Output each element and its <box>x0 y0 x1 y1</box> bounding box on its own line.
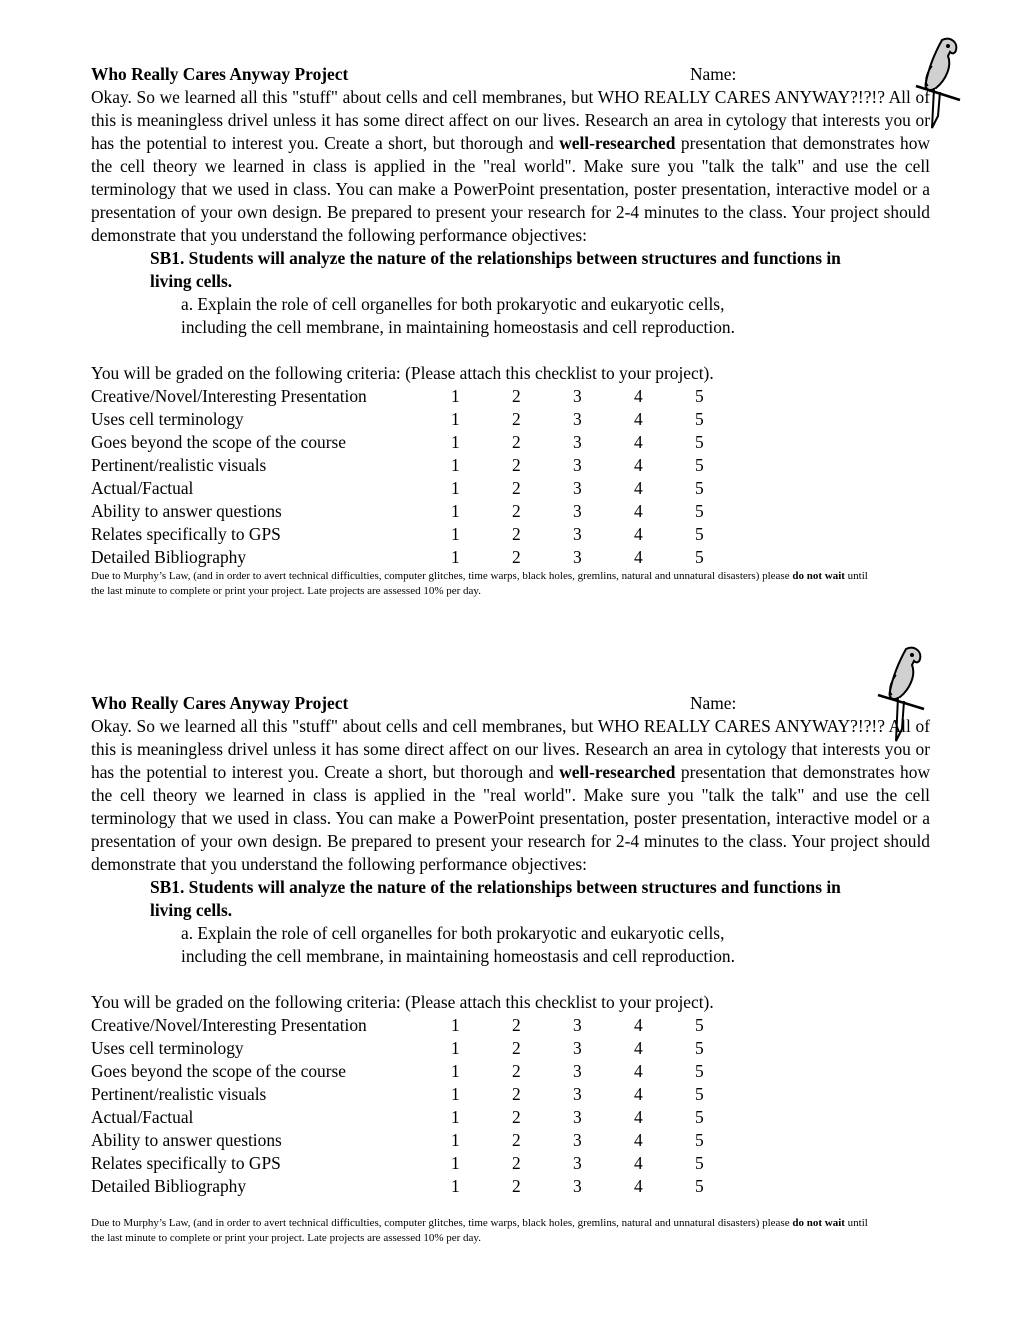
criteria-row: Pertinent/realistic visuals 1 2 3 4 5 <box>91 455 704 475</box>
emphasis-well-researched: well-researched <box>559 133 676 153</box>
criteria-row: Goes beyond the scope of the course 1 2 3 4 5 <box>91 432 704 452</box>
late-policy-note: Due to Murphy’s Law, (and in order to avert technical difficulties, computer glitches, time warps, black holes, gremlins, natural and unnatural disasters) please do not wait until the last minute to complete or print your project. Late projects are assessed 10% per day. <box>91 570 868 597</box>
criteria-row: Goes beyond the scope of the course 1 2 3 4 5 <box>91 1061 704 1081</box>
sub-objective-line-2: including the cell membrane, in maintaining homeostasis and cell reproduction. <box>181 946 735 966</box>
criteria-row: Creative/Novel/Interesting Presentation 1 2 3 4 5 <box>91 1015 704 1035</box>
name-label: Name: <box>690 64 737 84</box>
grading-criteria-table <box>91 1014 756 1198</box>
criteria-row: Detailed Bibliography 1 2 3 4 5 <box>91 1176 704 1196</box>
handout-copy-2 <box>91 692 930 1246</box>
handout-copy-1 <box>91 63 930 599</box>
performance-objective: SB1. Students will analyze the nature of the relationships between structures and functions in living cells. <box>150 877 841 920</box>
criteria-row: Uses cell terminology 1 2 3 4 5 <box>91 1038 704 1058</box>
project-title: Who Really Cares Anyway Project <box>91 693 349 713</box>
emphasis-do-not-wait: do not wait <box>792 1217 845 1229</box>
sub-objective-line-1: a. Explain the role of cell organelles for both prokaryotic and eukaryotic cells, <box>181 294 725 314</box>
criteria-intro: You will be graded on the following criteria: (Please attach this checklist to your project). <box>91 992 714 1012</box>
emphasis-well-researched: well-researched <box>559 762 676 782</box>
sub-objective-line-2: including the cell membrane, in maintaining homeostasis and cell reproduction. <box>181 317 735 337</box>
criteria-row: Detailed Bibliography 1 2 3 4 5 <box>91 547 704 567</box>
performance-objective: SB1. Students will analyze the nature of the relationships between structures and functions in living cells. <box>150 248 841 291</box>
project-title: Who Really Cares Anyway Project <box>91 64 349 84</box>
name-label: Name: <box>690 693 737 713</box>
criteria-intro: You will be graded on the following criteria: (Please attach this checklist to your project). <box>91 363 714 383</box>
criteria-row: Pertinent/realistic visuals 1 2 3 4 5 <box>91 1084 704 1104</box>
late-policy-note: Due to Murphy’s Law, (and in order to avert technical difficulties, computer glitches, time warps, black holes, gremlins, natural and unnatural disasters) please do not wait until the last minute to complete or print your project. Late projects are assessed 10% per day. <box>91 1217 868 1244</box>
criteria-row: Actual/Factual 1 2 3 4 5 <box>91 478 704 498</box>
emphasis-do-not-wait: do not wait <box>792 570 845 582</box>
criteria-row: Ability to answer questions 1 2 3 4 5 <box>91 501 704 521</box>
criteria-row: Uses cell terminology 1 2 3 4 5 <box>91 409 704 429</box>
sub-objective-line-1: a. Explain the role of cell organelles for both prokaryotic and eukaryotic cells, <box>181 923 725 943</box>
criteria-row: Ability to answer questions 1 2 3 4 5 <box>91 1130 704 1150</box>
grading-criteria-table <box>91 385 756 569</box>
criteria-row: Relates specifically to GPS 1 2 3 4 5 <box>91 524 704 544</box>
project-description: Okay. So we learned all this "stuff" about cells and cell membranes, but WHO REALLY CARES ANYWAY?!?!? All of this is meaningless drivel unless it has some direct affect on our lives. Research an area in cytology that interests you or has the potential to interest you. Create a short, but thorough and well-researched presentation that demonstrates how the cell theory we learned in class is applied in the "real world". Make sure you "talk the talk" and use the cell terminology that we used in class. You can make a PowerPoint presentation, poster presentation, interactive model or a presentation of your own design. Be prepared to present your research for 2-4 minutes to the class. Your project should demonstrate that you understand the following performance objectives: <box>91 716 931 874</box>
criteria-row: Actual/Factual 1 2 3 4 5 <box>91 1107 704 1127</box>
criteria-row: Creative/Novel/Interesting Presentation 1 2 3 4 5 <box>91 386 704 406</box>
project-description: Okay. So we learned all this "stuff" about cells and cell membranes, but WHO REALLY CARES ANYWAY?!?!? All of this is meaningless drivel unless it has some direct affect on our lives. Research an area in cytology that interests you or has the potential to interest you. Create a short, but thorough and well-researched presentation that demonstrates how the cell theory we learned in class is applied in the "real world". Make sure you "talk the talk" and use the cell terminology that we used in class. You can make a PowerPoint presentation, poster presentation, interactive model or a presentation of your own design. Be prepared to present your research for 2-4 minutes to the class. Your project should demonstrate that you understand the following performance objectives: <box>91 87 931 245</box>
criteria-row: Relates specifically to GPS 1 2 3 4 5 <box>91 1153 704 1173</box>
